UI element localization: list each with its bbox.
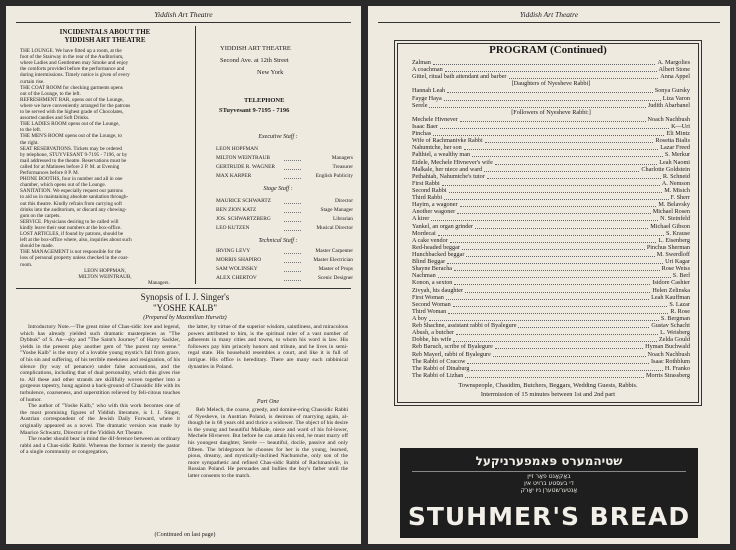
cast-actor: R. Rose [670,307,690,315]
staff-role: Musical Director [316,225,353,231]
cast-role: A kirer [412,215,430,223]
cast-actor: Leah Naomi [659,158,690,166]
leader-dots [449,192,662,193]
cast-group-heading: [Daughters of Nyesheve Rabbi] [511,80,591,88]
signature-1: LEON HOPPMAN, [84,268,126,274]
leader-dots [471,370,663,371]
cast-actor: Pinchus Sherman [646,243,690,251]
cast-actor: A. Nemson [661,179,690,187]
cast-role: A cake vendor [412,236,448,244]
incidentals-line: room. [20,261,33,268]
cast-group-heading: [Followers of Nyesheve Rabbi:] [511,108,591,116]
incidentals-line: called for at Matinees before 2 P. M. at Evening [20,163,120,170]
leader-dots [453,306,667,307]
cast-actor: Michael Gibson [650,222,690,230]
telephone-number: STuyvesant 9-7195 - 7196 [219,107,290,114]
incidentals-line: out of the Lounge, to the left. [20,90,81,97]
incidentals-line: LOST ARTICLES, if found by patrons, should be [20,231,124,237]
cast-actor: S. Lazar [669,300,690,308]
cast-role: First Woman [412,293,444,301]
staff-role: Scenic Designer [317,275,353,281]
leader-dots [433,64,655,65]
cast-role: Nachman [412,272,436,280]
cast-actor: Noach Nachbush [647,350,690,358]
incidentals-line: gum on the carpets. [20,212,61,219]
leader-dots [465,377,644,378]
cast-actor: Sonya Gursky [654,87,690,95]
leader-dots [509,78,658,79]
staff-role: Stage Manager [320,207,353,213]
incidentals-line: where Ladies and Gentlemen may Smoke and enjoy [20,60,129,67]
cast-role: Reb Shachne, assistant rabbi of Byalegure [412,322,517,330]
leader-dots [444,199,669,200]
cast-actor: M. Misich [664,187,690,194]
leader-dots [440,128,669,129]
leader-dots [485,142,653,143]
cast-actor: Isidore Cashier [652,279,690,287]
synopsis-column-2 [188,324,348,370]
cast-actor: N. Steinfeld [660,215,690,223]
column-divider [195,26,196,284]
leader-dots [284,262,301,263]
staff-name: MAURICE SCHWARTZ [216,198,271,204]
cast-actor: S. Merkur [664,151,690,159]
ad-hebrew-title: שטיהמערס פּאמפערניקעל [475,454,623,468]
cast-actor: Zelda Gould [658,336,690,344]
left-page [6,6,361,544]
part-one-text: Reb Melech, the coarse, greedy, and domine-ering Chassidic Rabbi of Nyesheve, in Austrian Poland, is desirous of marrying again, al-though he is 68 years old and thrice a widower. The object of his desire is the young and beautiful Malkale, niece and ward of his fol-lower, Mechele Hivnever. But before he can attain his end, he must marry off his youngest daughter, Serele — beautiful, docile, passive and only fifteen. The bridegroom he chooses for her is the young, learned, pious, dreamy, and mystically-inclined Nachumche, only son of the more sympathetic and refined Chas-sidic Rabbi of Rachmanivke, in Russian Poland. He persuades and bullies the boy's father until the latter consents to the match. [188,407,348,479]
cast-actor: Hyman Buchwald [645,343,690,351]
synopsis-column-1 [20,324,180,532]
section-rule [16,288,351,289]
cast-role: Reb Mayerl, rabbi of Byalegure [412,350,491,358]
cast-actor: Albert Stone [658,66,690,74]
continued-note: (Continued on last page) [154,531,216,538]
incidentals-line: by telephone, STUYVESANT 9-7195 - 7196, or by [20,151,128,158]
leader-dots [453,341,657,342]
incidentals-line: kindly leave their seat numbers at the box-office. [20,224,122,231]
leader-dots [447,92,653,93]
cast-actor: H. Franko [664,364,690,372]
cast-actor: Liza Varon [662,94,690,102]
header-rule [16,22,351,23]
theatre-city: New York [257,69,284,76]
synopsis-paragraph: The reader should bear in mind the dif-ference between an ordinary rabbi and a Chas-sidic Rabbi. Whereas the former is merely the pastor of a single community or congregation, [20,436,180,456]
leader-dots [438,277,671,278]
cast-role: Palthiel, a wealthy man [412,151,471,159]
leader-dots [438,235,664,236]
leader-dots [429,320,659,321]
signature-2: MILTON WEINTRAUB, [78,274,132,280]
incidentals-line: out this theatre. Kindly refrain from carrying soft [20,200,122,207]
cast-actor: S. Krause [665,229,690,237]
cast-role: The Rabbi of Dinaburg [412,364,470,372]
leader-dots [284,230,301,231]
cast-actor: L. Eisenberg [658,236,690,244]
leader-dots [284,160,301,161]
cast-actor: Michael Rosen [652,208,690,216]
cast-actor: L. Weisberg [660,329,690,337]
cast-actor: A. Margolies [657,59,690,66]
leader-dots [284,212,301,213]
staff-role: Master of Props [318,266,353,272]
cast-role: Zivyah, his daughter [412,286,464,294]
cast-actor: S. Berl [672,272,690,280]
cast-role: Another wagoner [412,208,456,216]
technical-staff-heading: Technical Staff : [258,238,298,244]
cast-actor: Anna Appel [660,73,690,81]
leader-dots [445,71,657,72]
incidentals-line: mail addressed to the theatre. Reservations must be [20,157,127,164]
leader-dots [495,164,657,165]
cast-actor: Uri Kagar [665,258,690,266]
cast-actor: Rosetta Bialis [655,137,690,145]
leader-dots [444,100,661,101]
cast-role: Zalman [412,59,431,66]
cast-actor: K—Uri [671,123,690,130]
leader-dots [447,263,663,264]
leader-dots [487,178,661,179]
leader-dots [484,171,639,172]
cast-role: Dobbe, his wife [412,336,452,344]
program-footer-1: Townspeople, Chasidim, Butchers, Beggars, Wedding Guests, Rabbis. [458,382,638,389]
leader-dots [431,220,658,221]
leader-dots [284,271,301,272]
leader-dots [464,149,658,150]
incidentals-line: THE LADIES ROOM opens out of the Lounge, [20,121,120,128]
synopsis-byline: (Prepared by Maximilian Hurwitz) [143,315,227,321]
cast-role: Blind Beggar [412,258,446,266]
leader-dots [457,213,651,214]
incidentals-line: foot of the Stairway in the rear of the Auditorium, [20,54,124,61]
cast-role: Third Rabbi [412,194,443,202]
incidentals-line: left at the box-office where, also, inquiries about such [20,237,132,244]
staff-role: Master Electrician [313,257,353,263]
executive-staff-heading: Executive Staff : [258,134,298,140]
staff-name: MAX KARPER [216,173,252,179]
incidentals-line: SERVICE. Physicians desiring to be called will [20,218,119,225]
stuhmers-bread-ad [400,448,698,538]
cast-actor: R. Schneid [662,172,690,180]
theatre-street: Second Ave. at 12th Street [220,57,289,64]
leader-dots [460,121,646,122]
cast-role: Pethahiah, Nahumtche's tutor [412,172,485,180]
staff-role: Librarian [332,216,353,222]
staff-role: English Publicity [315,173,353,179]
leader-dots [446,299,649,300]
cast-role: The Rabbi of Cracow [412,357,466,365]
leader-dots [454,284,650,285]
cast-role: Mordecai [412,229,436,237]
staff-name: IRVING LEVY [216,248,251,254]
cast-role: Eidele, Mechele Hivnever's wife [412,158,493,166]
staff-role: Master Carpenter [315,248,353,254]
leader-dots [475,228,648,229]
cast-role: Pinchas [412,130,432,138]
cast-role: Abush, a butcher [412,329,455,337]
cast-actor: Noach Nachbush [647,115,690,123]
cast-role: Serele [412,101,428,109]
telephone-label: TELEPHONE [244,97,285,104]
cast-actor: Gustav Schacht [651,322,690,330]
part-one-heading: Part One [256,399,280,405]
cast-role: A boy [412,315,427,322]
cast-role: Hunchbacked beggar [412,251,465,258]
ad-hebrew-line-2: די בעסטע ברויט אין [524,480,574,487]
ad-brand: STUHMER'S BREAD [407,502,691,531]
theatre-name: YIDDISH ART THEATRE [220,45,291,52]
leader-dots [454,270,660,271]
incidentals-line: PHONE BOOTHS, four in number and all in one [20,176,123,183]
leader-dots [460,206,656,207]
staff-role: Managers [331,155,353,161]
incidentals-line: SANITATION. We especially request our patrons [20,188,123,195]
incidentals-line: during intermissions. Timely notice is given of every [20,72,130,79]
staff-name: LEO KUTZEN [216,225,250,231]
ad-divider [412,471,686,472]
cast-role: Hayim, a wagoner [412,201,458,209]
incidentals-line: where we have conveniently arranged for the patrons [20,102,131,109]
incidentals-line: THE MEN'S ROOM opens out of the Lounge, to [20,133,122,140]
leader-dots [467,363,649,364]
cast-role: Red-headed beggar [412,243,460,251]
cast-list [412,59,690,379]
incidentals-title-2: YIDDISH ART THEATRE [64,36,146,44]
header-rule [378,22,720,23]
incidentals-line: SEAT RESERVATIONS. Tickets may be ordered [20,145,122,152]
leader-dots [462,249,645,250]
incidentals-line: the comforts provided before the performance and [20,66,125,73]
leader-dots [284,203,301,204]
cast-actor: Leah Kauffman [651,293,690,301]
cast-role: Second Woman [412,300,451,308]
leader-dots [442,185,660,186]
cast-actor: Judith Abarbanel [647,101,690,109]
cast-actor: Rose Weiss [661,265,690,273]
incidentals-line: THE MANAGEMENT is not responsible for the [20,249,122,256]
cast-role: Gittel, ritual bath attendant and barber [412,73,507,81]
synopsis-paragraph: Introductory Note.—The great mine of Chas-sidic lore and legend, which has already yielded such dramatic masterpieces as "The Dybbuk" of S. An—sky and "The Saint's Journey" of Harry Sackler, yields in the present play another gem of "the purest ray serene." "Yoshe Kalb" is the story of a lovable young mystic's fall from grace, of his sin and suffering, of his terrible meekness and resignation, of his silence (by way of penance) under false accusations, and the complications, including that of dual personality, which this gives rise to. All these and other strands are skillfully woven together into a gorgeous tapestry, hung against a back-ground of Chassidic life with its turbulence, coarseness, and superstition relieved by feli-citous touches of humor. [20,324,180,403]
leader-dots [465,292,650,293]
cast-role: Hannah Leah [412,87,446,95]
incidentals-line: THE LOUNGE. We have fitted up a room, at the [20,48,122,54]
leader-dots [493,356,646,357]
staff-name: MORRIS SHAPIRO [216,257,262,263]
cast-actor: F. Sherr [670,194,690,202]
cast-actor: S. Bergman [660,315,690,322]
incidentals-line: Performances before 8 P. M. [20,170,80,176]
staff-name: MILTON WEINTRAUB [216,155,270,161]
leader-dots [284,253,301,254]
cast-role: Nahumtche, her son [412,144,462,152]
cast-actor: M. Belavsky [658,201,690,209]
leader-dots [284,178,301,179]
synopsis-paragraph: The author of "Yoshe Kalb," who with this work becomes one of the most promising figures of Yiddish literature, is I. J. Singer, Austrian correspondent of the Jewish Daily Forward, where it originally appeared as a novel. The dramatic version was made by Maurice Schwartz, Director of the Yiddish Art Theatre. [20,403,180,436]
cast-actor: Charlotte Goldstein [641,165,690,173]
leader-dots [429,107,646,108]
cast-role: Mechele Hivnever [412,115,458,123]
leader-dots [448,313,668,314]
incidentals-line: to be served with the highest grade of Chocolates, [20,109,124,115]
cast-role: The Rabbi of Lizhan [412,371,464,379]
leader-dots [495,348,643,349]
leader-dots [472,156,663,157]
leader-dots [450,242,656,243]
synopsis-title: Synopsis of I. J. Singer's [140,292,230,302]
leader-dots [518,327,649,328]
incidentals-line: the right. [20,139,39,146]
incidentals-line: drinks into the auditorium, or discard any chewing- [20,206,127,213]
signature-role: Managers. [148,280,170,286]
program-footer-2: Intermission of 15 minutes between 1st and 2nd part [480,391,616,398]
right-page [368,6,730,544]
incidentals-line: to aid us in maintaining absolute sanitation through- [20,194,129,201]
cast-role: Isaac Baer [412,123,438,130]
cast-actor: Morris Strassberg [645,371,690,379]
stage-staff-heading: Stage Staff : [263,186,293,192]
running-head: Yiddish Art Theatre [519,10,579,19]
staff-role: Director [335,198,353,204]
synopsis-paragraph: the latter, by virtue of the superior wisdom, saintliness, and miraculous powers attributed to him, is the spiritual ruler of a vast number of adherents in many cities and towns, to whom his word is law. His followers pay him princely honors and tribute, and he lives in semi-regal state. His household resembles a court, and like it is full of intrigue. His office is hereditary. There are many such rabbinical dynasties in Poland. [188,324,348,370]
cast-role: Fayge Haya [412,94,442,102]
cast-role: Malkale, her niece and ward [412,165,483,173]
staff-name: GERTRUDE R. WAGNER [216,164,276,170]
cast-role: Yankel, an organ grinder [412,222,474,230]
running-head: Yiddish Art Theatre [154,10,213,19]
leader-dots [284,280,301,281]
staff-name: LEON HOPFMAN [216,146,259,152]
leader-dots [284,169,301,170]
staff-role: Treasurer [332,164,353,170]
incidentals-line: curtain rise. [20,78,45,85]
cast-role: A coachman [412,66,443,74]
leader-dots [284,221,301,222]
cast-actor: M. Swerdloff [656,251,690,258]
staff-name: BEN ZION KATZ [216,207,257,213]
incidentals-line: THE COAT ROOM for checking garments opens [20,84,123,91]
incidentals-title: INCIDENTALS ABOUT THE [59,28,151,36]
cast-row [412,372,690,380]
cast-role: Third Woman [412,307,447,315]
leader-dots [466,256,655,257]
incidentals-line: REFRESHMENT BAR, opens out of the Lounge, [20,96,124,103]
ad-hebrew-line-3: אַנטערשטערן ניו יאָרק [520,487,578,494]
cast-role: Konon, a sexton [412,279,453,287]
incidentals-line: should be made. [20,243,54,250]
cast-role: Shayne Beracha [412,265,453,273]
staff-name: ALEX CHERTOV [216,275,257,281]
staff-name: JOS. SCHWARTZBERG [216,216,271,222]
incidentals-line: assorted candies and Soft Drinks. [20,115,90,122]
cast-actor: Lazar Freed [660,144,690,152]
incidentals-line: loss of personal property unless checked in the coat- [20,255,129,262]
cast-role: Reb Baruch, scribe of Byalegure [412,343,493,351]
program-title: PROGRAM (Continued) [489,44,607,56]
cast-actor: Eli Mintz [666,130,690,138]
staff-name: SAM WOLINSKY [216,266,258,272]
cast-role: Second Rabbi [412,187,447,194]
leader-dots [456,334,658,335]
cast-actor: Isaac Rothblum [650,357,690,365]
synopsis-play-title: "YOSHE KALB" [152,303,218,313]
cast-role: First Rabbi [412,179,440,187]
incidentals-line: to the left. [20,127,42,134]
leader-dots [433,135,664,136]
ad-hebrew-line-1: באַקאַנט פאַר זיין [527,473,571,480]
incidentals-line: chamber, which opens out of the Lounge. [20,182,106,189]
cast-actor: Helen Zelinska [652,286,690,294]
cast-role: Wife of Rachmanivke Rabbi [412,137,483,145]
